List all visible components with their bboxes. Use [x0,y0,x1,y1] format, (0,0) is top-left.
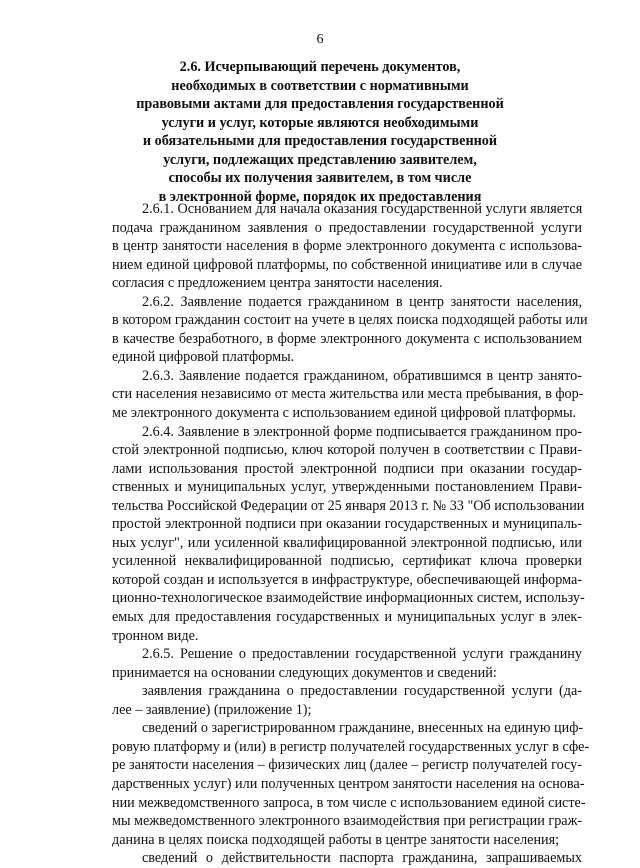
paragraph-line: тронном виде. [112,627,199,644]
paragraph-line: ре занятости населения – физических лиц (далее – регистр получателей госу- [112,757,582,774]
paragraph-line: мы межведомственного электронного взаимодействия при регистрации граж- [112,813,583,830]
paragraph-line: емых для предоставления государственных и муниципальных услуг в элек- [112,609,582,626]
paragraph-line: 2.6.4. Заявление в электронной форме подписывается гражданином про- [142,423,582,440]
paragraph-line: ственных и муниципальных услуг, утвержденными постановлением Прави- [112,479,582,496]
document-body [112,200,590,868]
heading-line: способы их получения заявителем, в том числе [168,170,472,186]
paragraph-line: 2.6.1. Основанием для начала оказания государственной услуги является [142,201,583,217]
heading-line: правовыми актами для предоставления государственной [136,96,504,112]
paragraph-line: усиленной неквалифицированной подписью, сертификат ключа проверки [112,553,582,570]
heading-line: услуги, подлежащих представлению заявителем, [163,151,477,168]
paragraph-line: ных услуг", или усиленной квалифицированной электронной подписью, или [112,534,582,551]
paragraph [112,719,590,849]
paragraph-line: в центр занятости населения в форме электронного документа с использова- [112,238,582,255]
section-heading [100,58,540,206]
paragraph-line: нии межведомственного запроса, в том числе с использованием единой систе- [112,794,586,811]
paragraph-line: в качестве безработного, в форме электронного документа с использованием [112,330,582,347]
paragraph-line: в котором гражданин состоит на учете в целях поиска подходящей работы или [112,312,588,329]
heading-line: 2.6. Исчерпывающий перечень документов, [179,59,461,75]
paragraph-line: принимается на основании следующих документов и сведений: [112,664,497,681]
paragraph-line: подача гражданином заявления о предоставлении государственной услуги [112,219,582,236]
heading-line: в электронной форме, порядок их предоставления [158,188,482,205]
paragraph [112,200,582,293]
paragraph [112,293,588,367]
paragraph-line: сти населения независимо от места жительства или места пребывания, в фор- [112,386,584,403]
paragraph-line: ровую платформу и (или) в регистр получателей государственных услуг в сфе- [112,738,590,755]
heading-line: и обязательными для предоставления государственной [142,133,498,149]
paragraph-line: заявления гражданина о предоставлении государственной услуги (да- [142,683,582,700]
heading-line: услуги и услуг, которые являются необходимыми [161,114,479,131]
paragraph-line: лее – заявление) (приложение 1); [112,701,312,718]
paragraph [112,367,582,423]
paragraph-line: стой электронной подписью, ключ которой получен в соответствии с Прави- [112,442,582,459]
paragraph-line: дарственных услуг) или полученных центром занятости населения на основа- [112,775,585,792]
paragraph-line: 2.6.5. Решение о предоставлении государственной услуги гражданину [142,646,582,663]
paragraph-line: сведений о действительности паспорта гражданина, запрашиваемых [142,850,582,867]
paragraph-line: ционно-технологическое взаимодействие информационных систем, использу- [112,590,585,607]
paragraph-line: простой электронной подписи при оказании государственных и муниципаль- [112,516,582,533]
paragraph [112,682,582,719]
paragraph-line: ме электронного документа с использованием единой цифровой платформы. [112,405,577,422]
paragraph [112,423,585,646]
paragraph-line: единой цифровой платформы. [112,349,295,366]
heading-line: необходимых в соответствии с нормативными [171,77,469,94]
paragraph-line: 2.6.2. Заявление подается гражданином в центр занятости населения, [142,293,582,310]
paragraph-line: лами использования простой электронной подписи при оказании государ- [112,460,582,477]
paragraph-line: 2.6.3. Заявление подается гражданином, обратившимся в центр занято- [142,367,582,384]
page-number: 6 [316,32,324,47]
paragraph [112,645,582,682]
paragraph-line: которой создан и используется в инфраструктуре, обеспечивающей информа- [112,571,582,588]
paragraph-line: тельства Российской Федерации от 25 января 2013 г. № 33 "Об использовании [112,497,585,514]
paragraph-line: данина в целях поиска подходящей работы в центре занятости населения; [112,831,560,848]
paragraph-line: нием единой цифровой платформы, по собственной инициативе или в случае [112,256,582,273]
paragraph-line: согласия с предложением центра занятости населения. [112,275,443,292]
paragraph-line: сведений о зарегистрированном гражданине, внесенных на единую циф- [142,720,584,737]
paragraph [112,849,582,868]
